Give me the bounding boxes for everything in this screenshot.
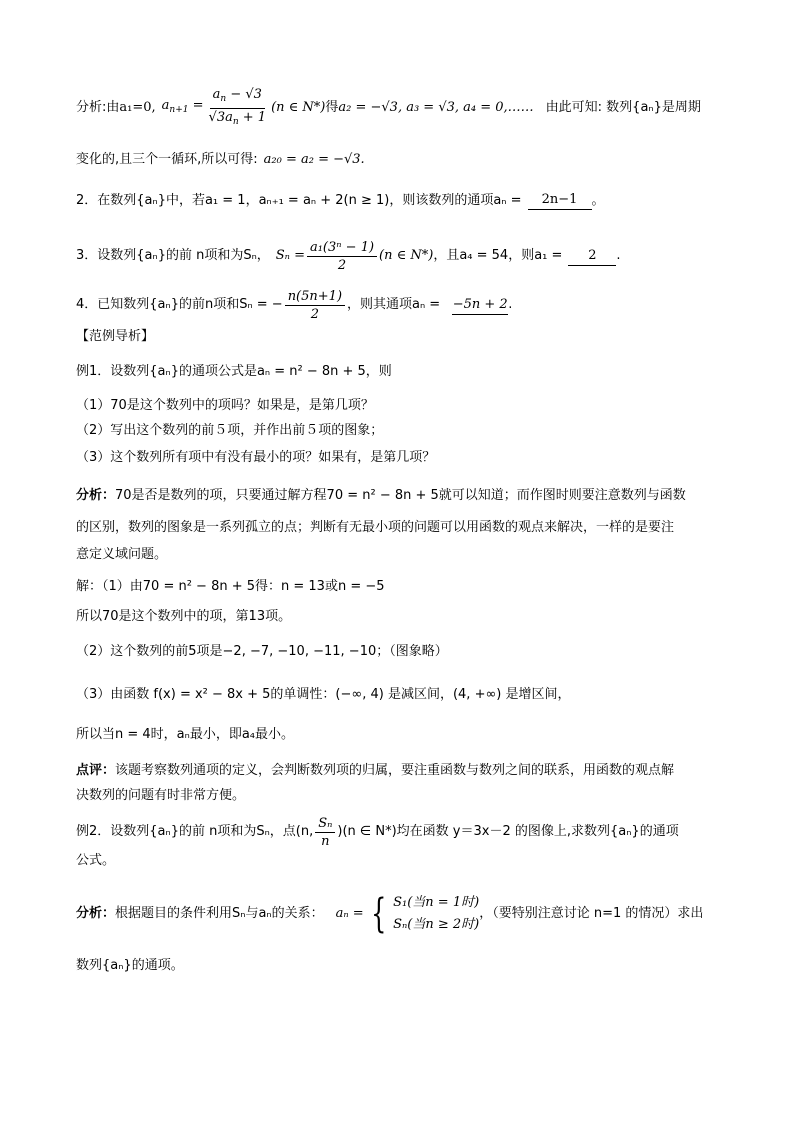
- example-1-solution-2: [76, 643, 726, 661]
- example-1-comment-text-1: 该题考察数列通项的定义，会判断数列项的归属，要注重函数与数列之间的联系，用函数的观点解: [115, 763, 675, 778]
- example-1-solution-1b-text: 所以70是这个数列中的项，第13项。: [76, 609, 292, 624]
- analysis-1-line-2: [76, 151, 726, 169]
- example-2-cases: [393, 892, 479, 936]
- recurrence-fraction: $\frac{a_n - √3}{√3a_n + 1}$: [208, 86, 267, 127]
- example-2-case-lhs: aₙ =: [335, 906, 364, 921]
- example-2-stem-l2: [76, 852, 726, 870]
- analysis-1-line-2-math: a₂₀ = a₂ = −√3.: [263, 152, 365, 167]
- question-2-text: 2．在数列{aₙ}中，若a₁ = 1，aₙ₊₁ = aₙ + 2(n ≥ 1)，则该数列的通项aₙ =: [76, 192, 522, 208]
- example-2-stem-line-2: 公式。: [76, 853, 116, 868]
- question-4-end: .: [508, 297, 513, 312]
- analysis-1-line-1: [76, 86, 726, 127]
- analysis-1-values: a₂ = −√3, a₃ = √3, a₄ = 0,……: [338, 100, 534, 115]
- example-1-comment-text-2: 决数列的问题有时非常方便。: [76, 788, 246, 803]
- question-4-text: 4．已知数列{aₙ}的前n项和Sₙ = −: [76, 297, 283, 312]
- question-4-middle: ，则其通项aₙ =: [347, 297, 441, 312]
- example-1-analysis-text-1: 70是否是数列的项，只要通过解方程70 = n² − 8n + 5就可以知道；而作图时则要注意数列与函数: [115, 488, 686, 503]
- example-1-sub-2-text: （2）写出这个数列的前５项，并作出前５项的图象；: [76, 423, 384, 438]
- example-1-comment-label: 点评：: [76, 763, 116, 778]
- example-1-sub-2: [76, 422, 726, 440]
- example-1-solution-3: [76, 686, 726, 704]
- recurrence-lhs: $a_{n+1}$ =: [161, 98, 204, 115]
- example-2-stem: [76, 812, 726, 852]
- example-1-analysis-l2: [76, 519, 726, 537]
- example-1-sub-1: [76, 397, 726, 415]
- analysis-1-a1: a₁=0,: [119, 100, 156, 115]
- question-3-text: 3．设数列{aₙ}的前 n项和为Sₙ，: [76, 248, 270, 263]
- question-2-end: 。: [591, 192, 605, 208]
- question-3-middle: ，且a₄ = 54，则a₁ =: [433, 248, 563, 263]
- example-1-analysis-l3: [76, 546, 726, 564]
- example-2-stem-after: )(n ∈ N*)均在函数 y＝3x－2 的图像上,求数列{aₙ}的通项: [337, 824, 679, 839]
- example-1-solution-1b: [76, 608, 726, 626]
- example-1-comment-l1: [76, 762, 726, 780]
- left-brace-icon: {: [370, 891, 387, 937]
- question-3-fraction: $\frac{\text{a₁(3ⁿ − 1)}}{2}$: [307, 240, 377, 273]
- example-2-stem-before: 例2．设数列{aₙ}的前 n项和为Sₙ，点(n,: [76, 824, 314, 839]
- question-3-end: .: [616, 248, 621, 263]
- example-1-analysis-text-3: 意定义域问题。: [76, 547, 168, 562]
- example-1-solution-3b-text: 所以当n = 4时，aₙ最小，即a₄最小。: [76, 727, 294, 742]
- example-2-analysis-text: 根据题目的条件利用Sₙ与aₙ的关系：: [115, 906, 324, 921]
- example-1-solution-1: [76, 578, 726, 596]
- example-2-case-2: Sₙ(当n ≥ 2时): [393, 917, 480, 932]
- analysis-1-get: 得: [325, 100, 339, 115]
- example-2-case-1: S₁(当n = 1时): [393, 895, 480, 910]
- question-2-answer: 2n−1: [528, 191, 592, 210]
- example-1-analysis-l1: [76, 487, 726, 505]
- example-1-solution-3-text: （3）由函数 f(x) = x² − 8x + 5的单调性：(−∞, 4) 是减区间，(4, +∞) 是增区间，: [76, 687, 571, 702]
- example-1-stem-text: 例1．设数列{aₙ}的通项公式是aₙ = n² − 8n + 5，则: [76, 364, 392, 379]
- example-2-analysis-line-2: 数列{aₙ}的通项。: [76, 958, 184, 973]
- section-title-text: 【范例导析】: [76, 329, 155, 344]
- example-1-sub-3: [76, 449, 726, 467]
- question-3-condition: (n ∈ N*): [379, 248, 434, 263]
- analysis-1-prefix: 分析:由: [76, 100, 120, 115]
- question-4: [76, 285, 726, 325]
- question-4-fraction: $\frac{n(5n+1)}{2}$: [285, 289, 345, 322]
- example-2-analysis-label: 分析：: [76, 906, 116, 921]
- question-3-formula-lhs: Sₙ =: [275, 248, 305, 263]
- example-1-comment-l2: [76, 787, 726, 805]
- example-1-analysis-label: 分析：: [76, 488, 116, 503]
- example-1-solution-1-text: 解：（1）由70 = n² − 8n + 5得：n = 13或n = −5: [76, 579, 385, 594]
- example-1-sub-1-text: （1）70是这个数列中的项吗？如果是，是第几项？: [76, 398, 374, 413]
- example-1-stem: [76, 363, 726, 381]
- analysis-1-conclusion: 由此可知: 数列{aₙ}是周期: [545, 100, 701, 115]
- section-title: [76, 328, 726, 346]
- example-1-solution-2-text: （2）这个数列的前5项是−2, −7, −10, −11, −10；（图象略）: [76, 644, 448, 659]
- example-2-point-fraction: $\frac{\text{Sₙ}}{n}$: [315, 816, 335, 849]
- example-1-analysis-text-2: 的区别，数列的图象是一系列孤立的点；判断有无最小项的问题可以用函数的观点来解决，一样的是要注: [76, 520, 675, 535]
- example-2-analysis-l2: [76, 957, 726, 975]
- analysis-1-line-2-text: 变化的,且三个一循环,所以可得:: [76, 152, 258, 167]
- question-3-answer: 2: [568, 247, 616, 266]
- example-2-analysis-after: ，（要特别注意讨论 n=1 的情况）求出: [479, 906, 704, 921]
- recurrence-condition: (n ∈ N*): [271, 100, 326, 115]
- example-1-sub-3-text: （3）这个数列所有项中有没有最小的项？如果有，是第几项？: [76, 450, 436, 465]
- question-2: [76, 191, 726, 210]
- example-2-analysis: [76, 888, 726, 940]
- question-4-answer: −5n + 2: [452, 296, 508, 315]
- example-1-solution-3b: [76, 726, 726, 744]
- question-3: [76, 236, 726, 276]
